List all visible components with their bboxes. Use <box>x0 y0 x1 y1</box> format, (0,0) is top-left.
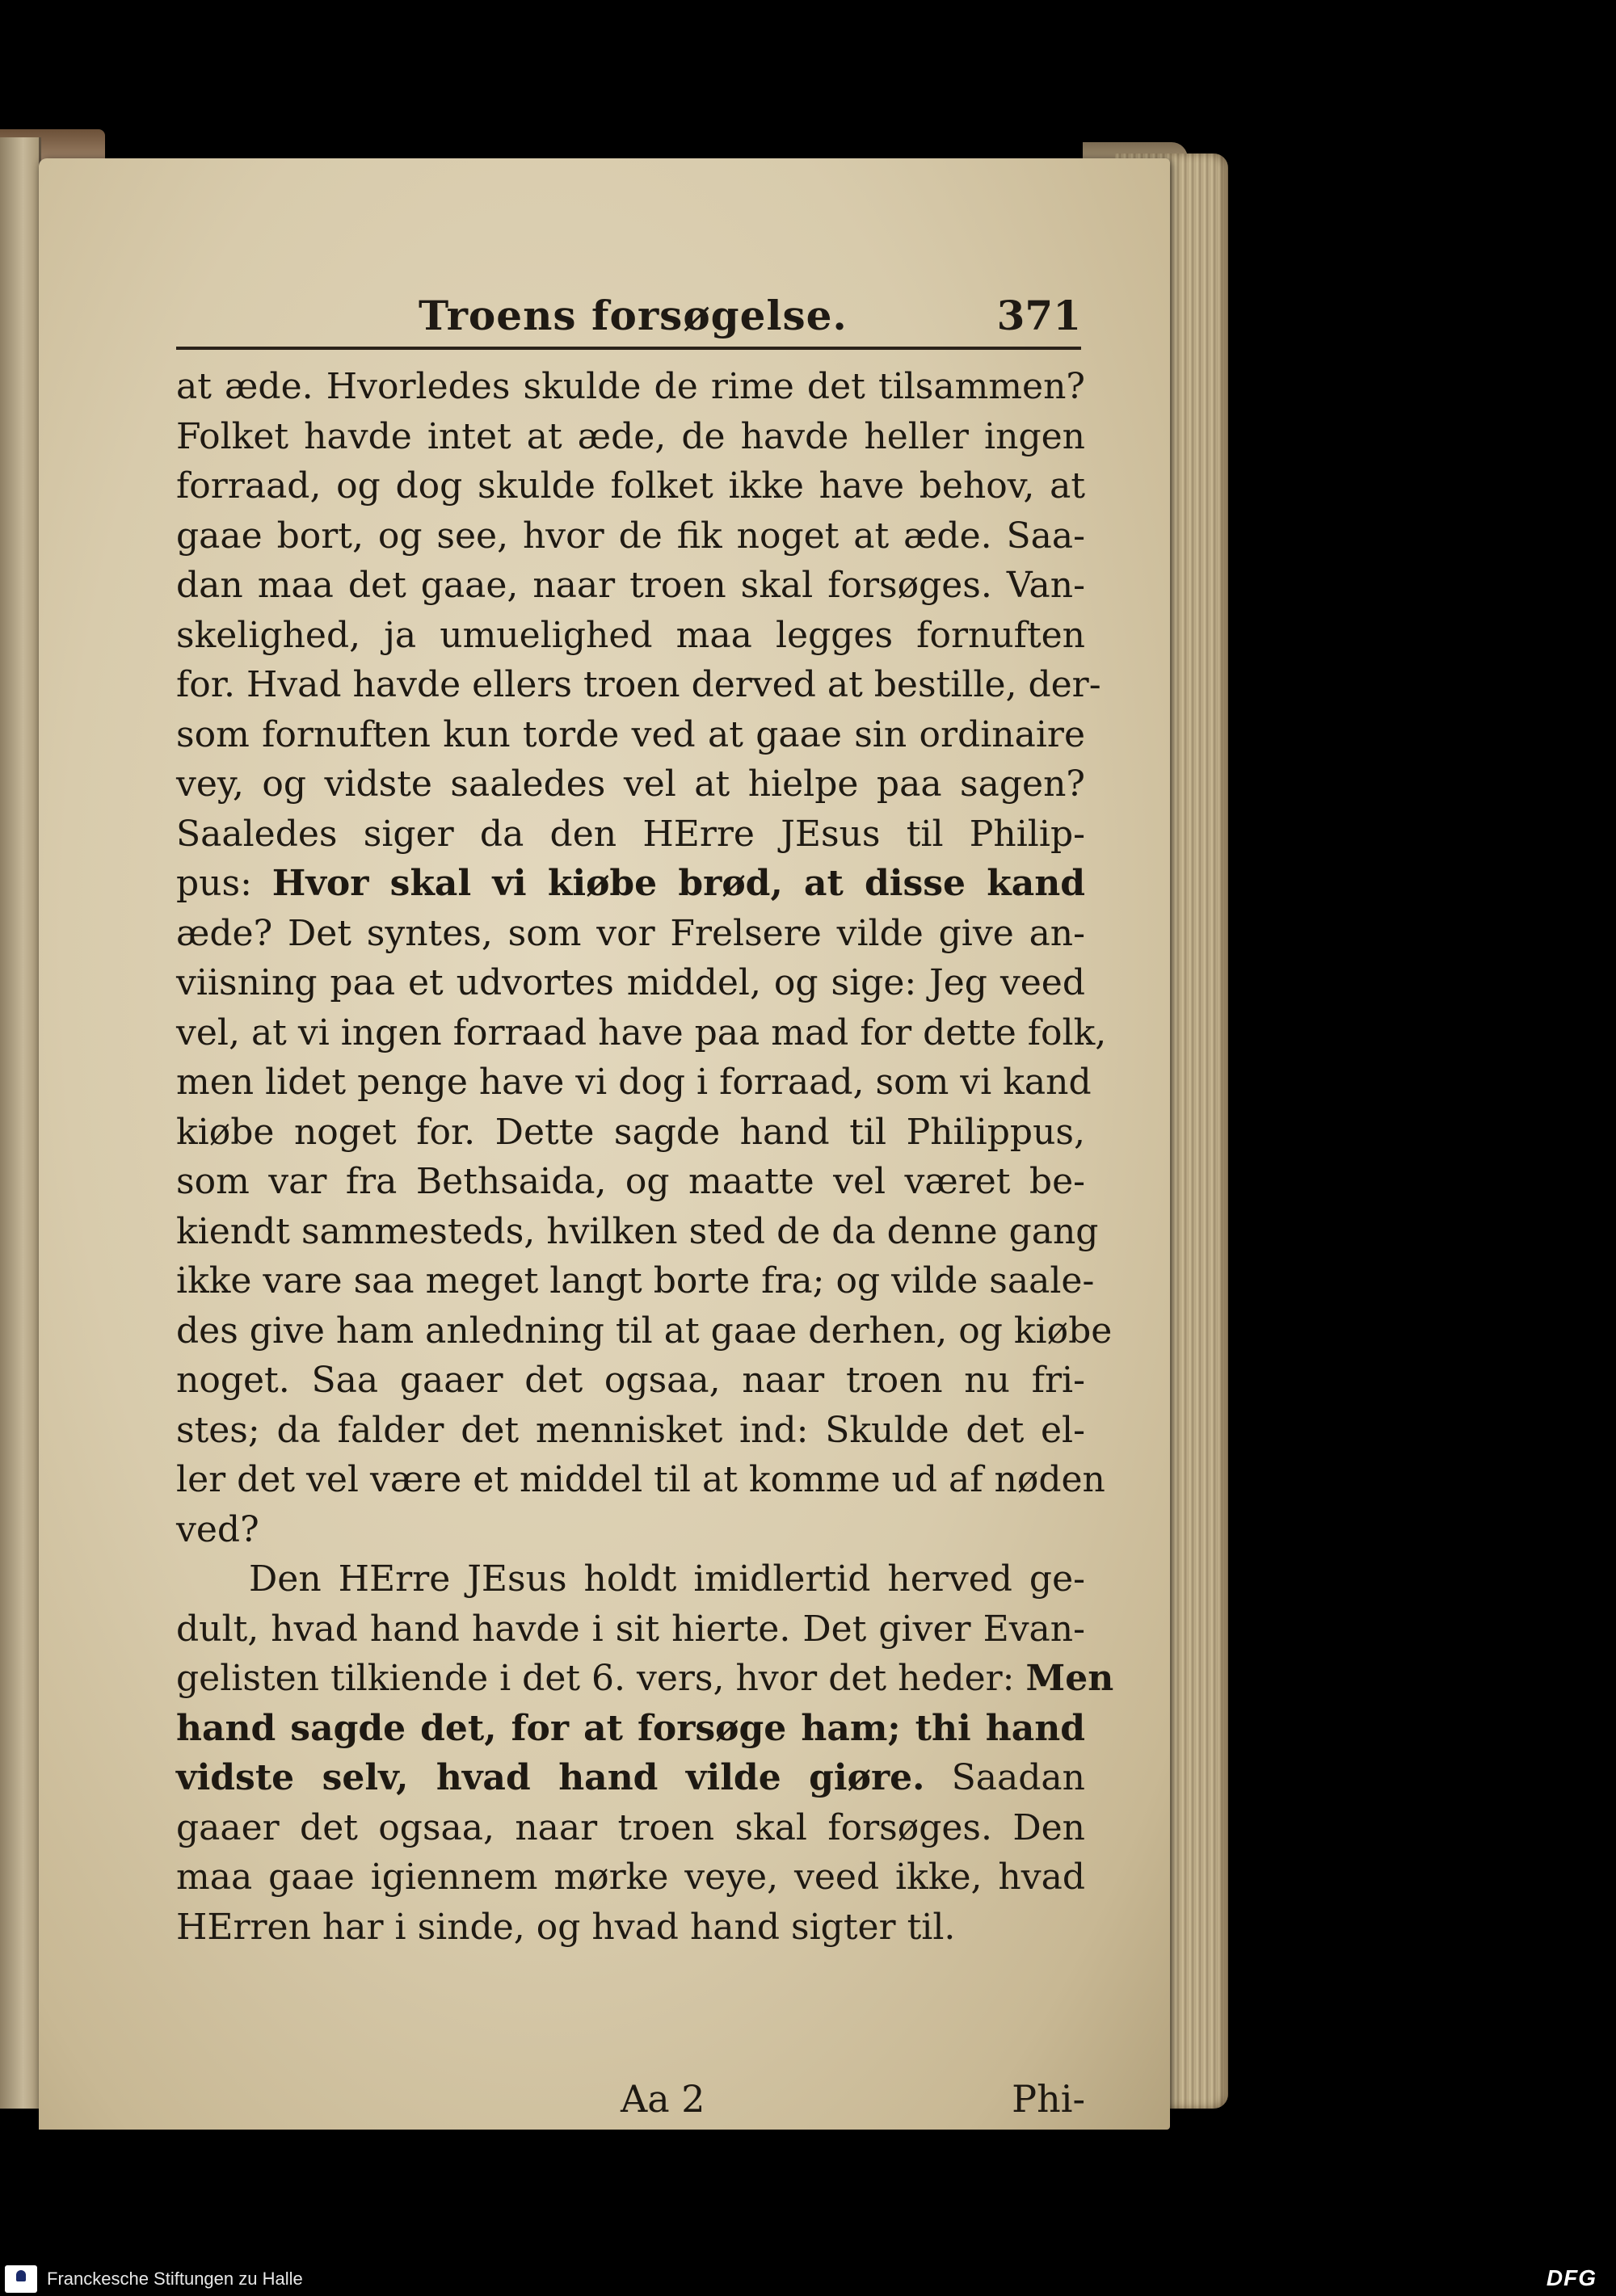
text-line <box>176 859 1085 909</box>
text-line: kiendt sammesteds, hvilken sted de da denne gang <box>176 1210 1099 1252</box>
text-line: maa gaae igiennem mørke veye, veed ikke, hvad <box>176 1857 1085 1898</box>
text-line: stes; da falder det mennisket ind: Skulde det el- <box>176 1409 1085 1451</box>
body-text <box>176 362 1114 1952</box>
header-rule <box>176 347 1081 350</box>
text-line: forraad, og dog skulde folket ikke have behov, at <box>176 465 1085 507</box>
text-segment: pus: <box>176 863 272 904</box>
text-line: viisning paa et udvortes middel, og sige: Jeg veed <box>176 962 1085 1003</box>
page-number: 371 <box>996 292 1081 339</box>
text-line: ler det vel være et middel til at komme ud af nøden <box>176 1459 1105 1500</box>
text-line: ikke vare saa meget langt borte fra; og vilde saale- <box>176 1260 1095 1301</box>
signature-mark: Aa 2 <box>621 2077 705 2121</box>
book-page <box>39 158 1170 2130</box>
text-line: HErren har i sinde, og hvad hand sigter til. <box>176 1906 956 1948</box>
page-header <box>176 292 1081 356</box>
institution-credit: Franckesche Stiftungen zu Halle <box>47 2269 303 2289</box>
text-line: for. Hvad havde ellers troen derved at bestille, der- <box>176 664 1101 705</box>
running-title: Troens forsøgelse. <box>419 292 848 339</box>
dfg-logo: DFG <box>1546 2265 1597 2290</box>
text-line: dan maa det gaae, naar troen skal forsøges. Van- <box>176 565 1085 606</box>
text-line: kiøbe noget for. Dette sagde hand til Philippus, <box>176 1111 1085 1153</box>
text-line: Den HErre JEsus holdt imidlertid herved ge- <box>249 1558 1085 1600</box>
text-line: skelighed, ja umuelighed maa legges fornuften <box>176 614 1085 656</box>
bold-quote: vidste selv, hvad hand vilde giøre. <box>176 1757 925 1798</box>
institution-logo-icon <box>5 2265 37 2293</box>
text-line: som var fra Bethsaida, og maatte vel været be- <box>176 1161 1085 1202</box>
catchword: Phi- <box>1012 2077 1085 2121</box>
text-line: vey, og vidste saaledes vel at hielpe paa sagen? <box>176 763 1085 805</box>
bold-quote: Hvor skal vi kiøbe brød, at disse kand <box>271 863 1085 904</box>
text-line: men lidet penge have vi dog i forraad, som vi kand <box>176 1062 1092 1103</box>
text-line: vel, at vi ingen forraad have paa mad for dette folk, <box>176 1011 1107 1053</box>
text-segment: Saadan <box>924 1757 1085 1798</box>
page-footer <box>176 2077 1085 2126</box>
text-line <box>176 1654 1114 1704</box>
text-line: gaaer det ogsaa, naar troen skal forsøges. Den <box>176 1806 1085 1848</box>
text-segment: gelisten tilkiende i det 6. vers, hvor det heder: <box>176 1658 1026 1699</box>
text-line: Saaledes siger da den HErre JEsus til Philip- <box>176 813 1085 855</box>
text-line: som fornuften kun torde ved at gaae sin ordinaire <box>176 713 1085 755</box>
bold-quote: Men <box>1025 1658 1114 1699</box>
text-line: des give ham anledning til at gaae derhen, og kiøbe <box>176 1310 1113 1352</box>
text-line: æde? Det syntes, som vor Frelsere vilde give an- <box>176 912 1085 954</box>
left-facing-page-edge <box>0 137 41 2109</box>
text-line: noget. Saa gaaer det ogsaa, naar troen nu fri- <box>176 1360 1085 1401</box>
text-line <box>176 1753 1085 1803</box>
text-line: dult, hvad hand havde i sit hierte. Det giver Evan- <box>176 1608 1085 1650</box>
text-line: gaae bort, og see, hvor de fik noget at æde. Saa- <box>176 515 1085 557</box>
text-line: at æde. Hvorledes skulde de rime det tilsammen? <box>176 366 1085 407</box>
credit-bar <box>0 2262 1616 2296</box>
text-line: hand sagde det, for at forsøge ham; thi hand <box>176 1707 1085 1749</box>
text-line: Folket havde intet at æde, de havde heller ingen <box>176 415 1085 457</box>
text-line: ved? <box>176 1508 259 1550</box>
